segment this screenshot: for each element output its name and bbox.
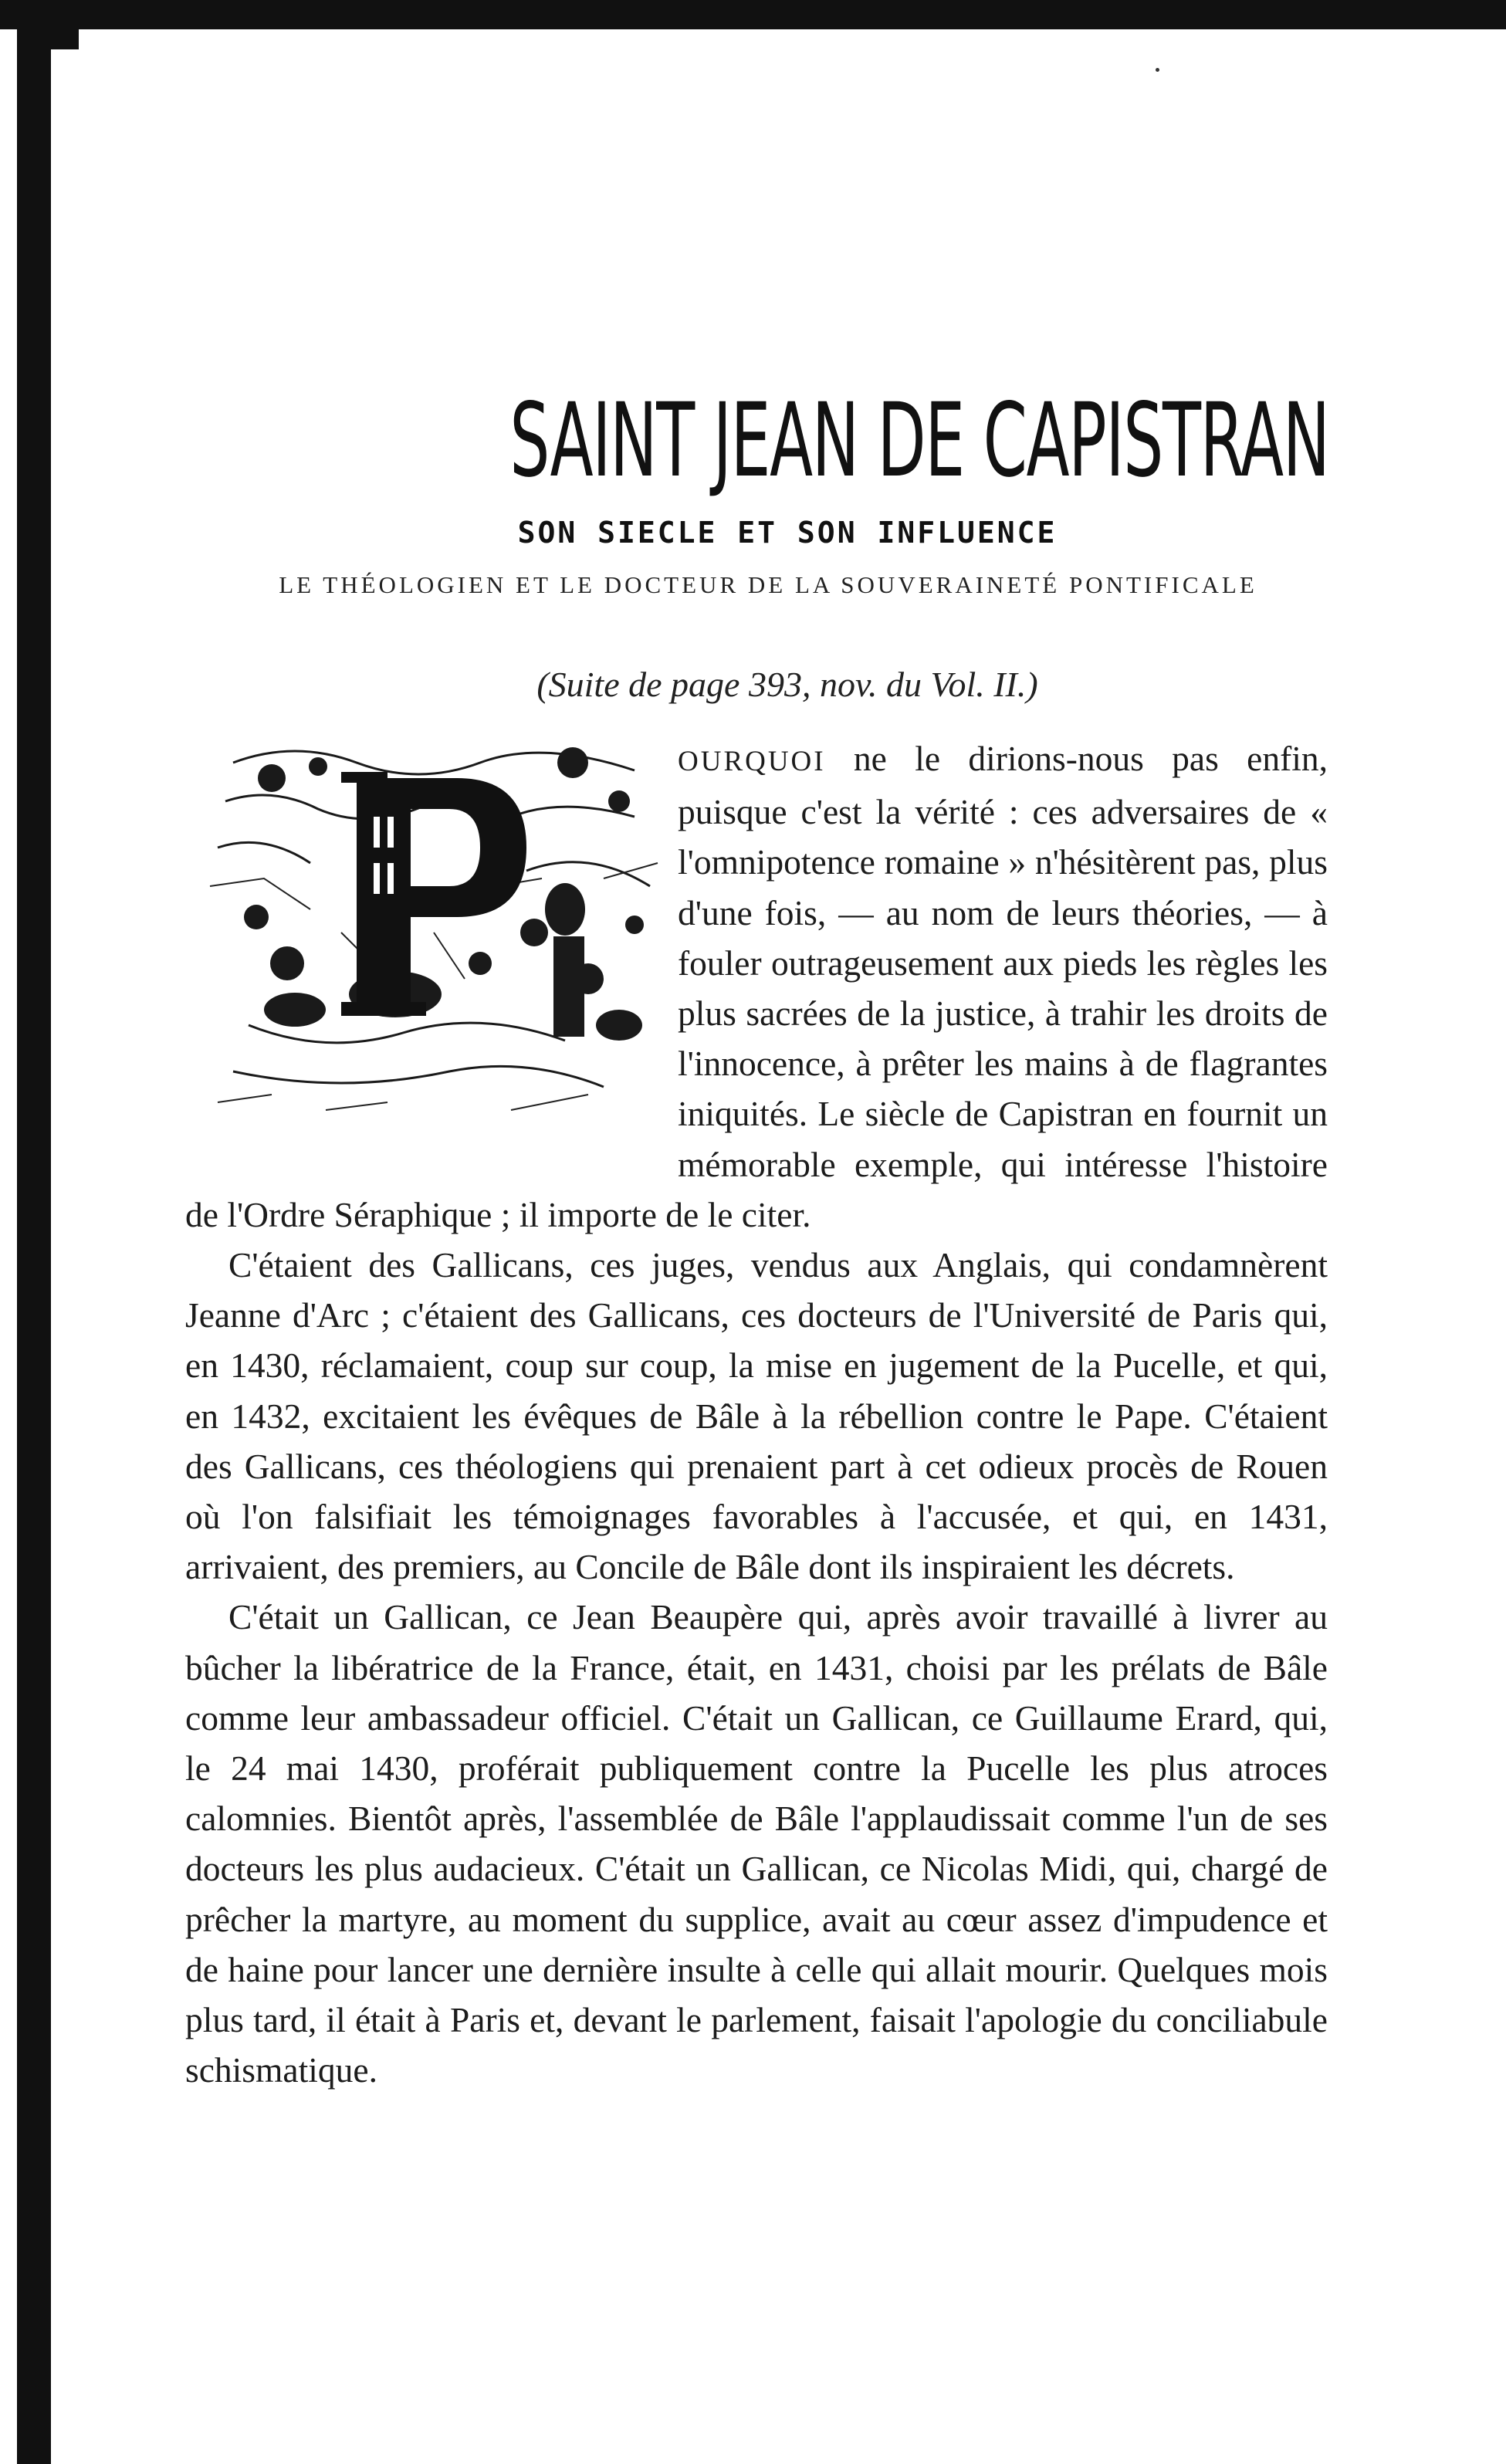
paragraph-text: ne le dirions-nous pas enfin, puisque c'est la vérité : ces adversaires de « l'omnipotence romaine » n'hésitèrent pas, plus d'une fois, — au nom de leurs théories, — à fouler outrageusement aux pieds les règles les plus sacrées de la justice, à trahir les droits de l'innocence, à prêter les mains à de flagrantes iniquités. Le siècle de Capistran en fournit un mémorable exemple, qui intéresse l'histoire de l'Ordre Séraphique ; il importe de le citer.: [185, 739, 1328, 1234]
scan-border-top: [0, 0, 1506, 29]
paragraph-lead-in: OURQUOI: [678, 746, 826, 777]
paragraph-3: C'était un Gallican, ce Jean Beaupère qui, après avoir travaillé à livrer au bûcher la libératrice de la France, était, en 1431, choisi par les prélats de Bâle comme leur ambassadeur officiel. C'était un Gallican, ce Guillaume Erard, qui, le 24 mai 1430, proférait publiquement contre la Pucelle les plus atroces calomnies. Bientôt après, l'assemblée de Bâle l'applaudissait comme l'un de ses docteurs les plus audacieux. C'était un Gallican, ce Nicolas Midi, qui, chargé de prêcher la martyre, au moment du supplice, avait au cœur assez d'impudence et de haine pour lancer une dernière insulte à celle qui allait mourir. Quelques mois plus tard, il était à Paris et, devant le parlement, faisait l'apologie du conciliabule schismatique.: [185, 1597, 1328, 2090]
scan-speck: [1156, 68, 1159, 72]
article-body: [185, 733, 1328, 2095]
page-title: SAINT JEAN DE CAPISTRAN: [509, 381, 1329, 500]
paragraph-2: C'étaient des Gallicans, ces juges, vendus aux Anglais, qui condamnèrent Jeanne d'Arc ; c'étaient des Gallicans, ces docteurs de l'Université de Paris qui, en 1430, réclamaient, coup sur coup, la mise en jugement de la Pucelle, et qui, en 1432, excitaient les évêques de Bâle à la rébellion contre le Pape. C'étaient des Gallicans, ces théologiens qui prenaient part à cet odieux procès de Rouen où l'on falsifiait les témoignages favorables à l'accusée, et qui, en 1431, arrivaient, des premiers, au Concile de Bâle dont ils inspiraient les décrets.: [185, 1245, 1328, 1587]
continuation-note: (Suite de page 393, nov. du Vol. II.): [536, 665, 1038, 704]
subheading: LE THÉOLOGIEN ET LE DOCTEUR DE LA SOUVERAINETÉ PONTIFICALE: [279, 571, 1257, 598]
paragraph-1: [185, 733, 1328, 1240]
scan-border-corner: [17, 29, 79, 49]
drop-cap-spacer: [185, 733, 678, 1139]
subtitle: SON SIECLE ET SON INFLUENCE: [517, 516, 1058, 550]
scan-border-left: [17, 29, 51, 2464]
